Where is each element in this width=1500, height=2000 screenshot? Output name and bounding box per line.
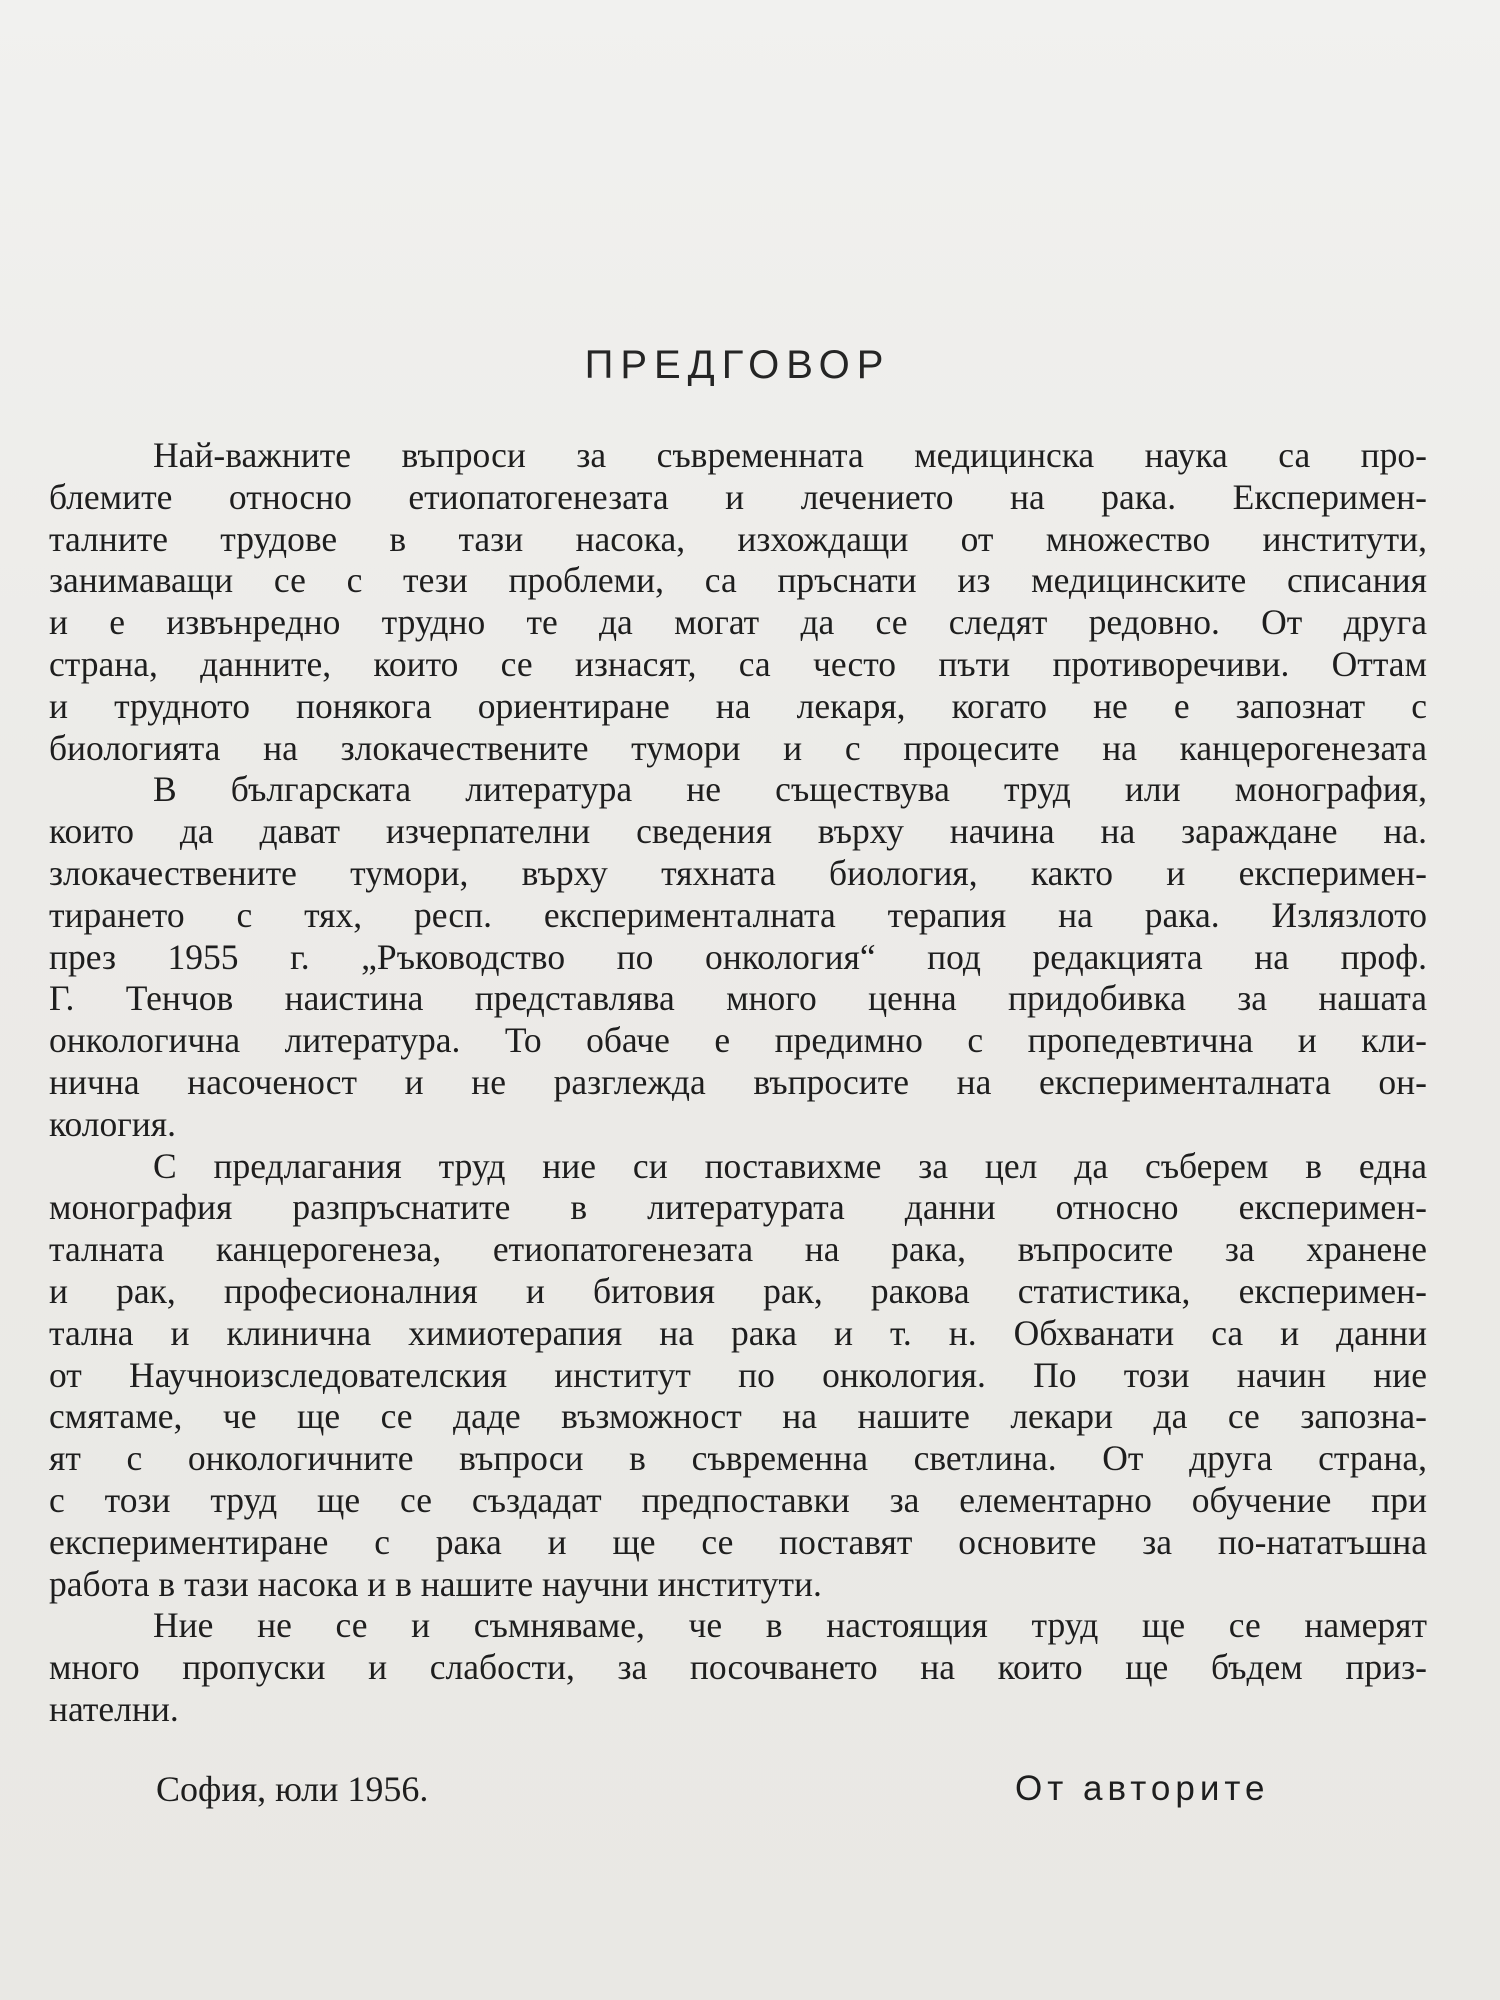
text-line: работа в тази насока и в нашите научни институти. [49, 1563, 822, 1604]
text-line: блемите относно етиопатогенезата и лечението на рака. Експеримен- [49, 476, 1427, 517]
text-line: кология. [49, 1103, 176, 1144]
paragraph-3 [49, 1146, 1427, 1606]
text-line: нателни. [49, 1688, 179, 1729]
text-line: с този труд ще се създадат предпоставки за елементарно обучение при [49, 1479, 1427, 1520]
text-line: смятаме, че ще се даде възможност на нашите лекари да се запозна- [49, 1396, 1427, 1437]
authors-signature: От авторите [1015, 1769, 1270, 1808]
text-line: нична насоченост и не разглежда въпросите на експерименталната он- [49, 1061, 1427, 1102]
text-line: С предлагания труд ние си поставихме за цел да съберем в една [153, 1145, 1427, 1186]
text-line: талните трудове в тази насока, изхождащи от множество институти, [49, 518, 1427, 559]
paragraph-2 [49, 769, 1427, 1145]
text-line: които да дават изчерпателни сведения върху начина на зараждане на. [49, 811, 1427, 852]
text-line: Г. Тенчов наистина представлява много ценна придобивка за нашата [49, 978, 1427, 1019]
text-line: и рак, професионалния и битовия рак, ракова статистика, експеримен- [49, 1270, 1427, 1311]
text-line: и трудното понякога ориентиране на лекаря, когато не е запознат с [49, 685, 1427, 726]
text-line: Ние не се и съмняваме, че в настоящия труд ще се намерят [153, 1605, 1427, 1646]
text-line: злокачествените тумори, върху тяхната биология, както и експеримен- [49, 852, 1427, 893]
page-title: ПРЕДГОВОР [584, 343, 891, 387]
place-and-date: София, юли 1956. [156, 1769, 429, 1809]
preface-body [49, 435, 1427, 1731]
text-line: онкологична литература. То обаче е предимно с пропедевтична и кли- [49, 1020, 1427, 1061]
text-line: ят с онкологичните въпроси в съвременна светлина. От друга страна, [49, 1438, 1427, 1479]
text-line: биологията на злокачествените тумори и с процесите на канцерогенезата [49, 727, 1427, 768]
paragraph-4 [49, 1605, 1427, 1730]
text-line: през 1955 г. „Ръководство по онкология“ под редакцията на проф. [49, 936, 1427, 977]
text-line: тална и клинична химиотерапия на рака и т. н. Обхванати са и данни [49, 1312, 1427, 1353]
paragraph-1 [49, 435, 1427, 769]
text-line: занимаващи се с тези проблеми, са пръснати из медицинските списания [49, 560, 1427, 601]
text-line: тирането с тях, респ. експерименталната терапия на рака. Излязлото [49, 894, 1427, 935]
text-line: и е извънредно трудно те да могат да се следят редовно. От друга [49, 602, 1427, 643]
text-line: монография разпръснатите в литературата данни относно експеримен- [49, 1187, 1427, 1228]
signature-line [0, 1765, 1500, 1813]
text-line: от Научноизследователския институт по онкология. По този начин ние [49, 1354, 1427, 1395]
text-line: В българската литература не съществува труд или монография, [153, 769, 1427, 810]
text-line: експериментиране с рака и ще се поставят основите за по-нататъшна [49, 1521, 1427, 1562]
text-line: много пропуски и слабости, за посочването на които ще бъдем приз- [49, 1647, 1427, 1688]
text-line: страна, данните, които се изнасят, са често пъти противоречиви. Оттам [49, 643, 1427, 684]
text-line: Най-важните въпроси за съвременната медицинска наука са про- [153, 435, 1427, 475]
text-line: талната канцерогенеза, етиопатогенезата на рака, въпросите за хранене [49, 1229, 1427, 1270]
